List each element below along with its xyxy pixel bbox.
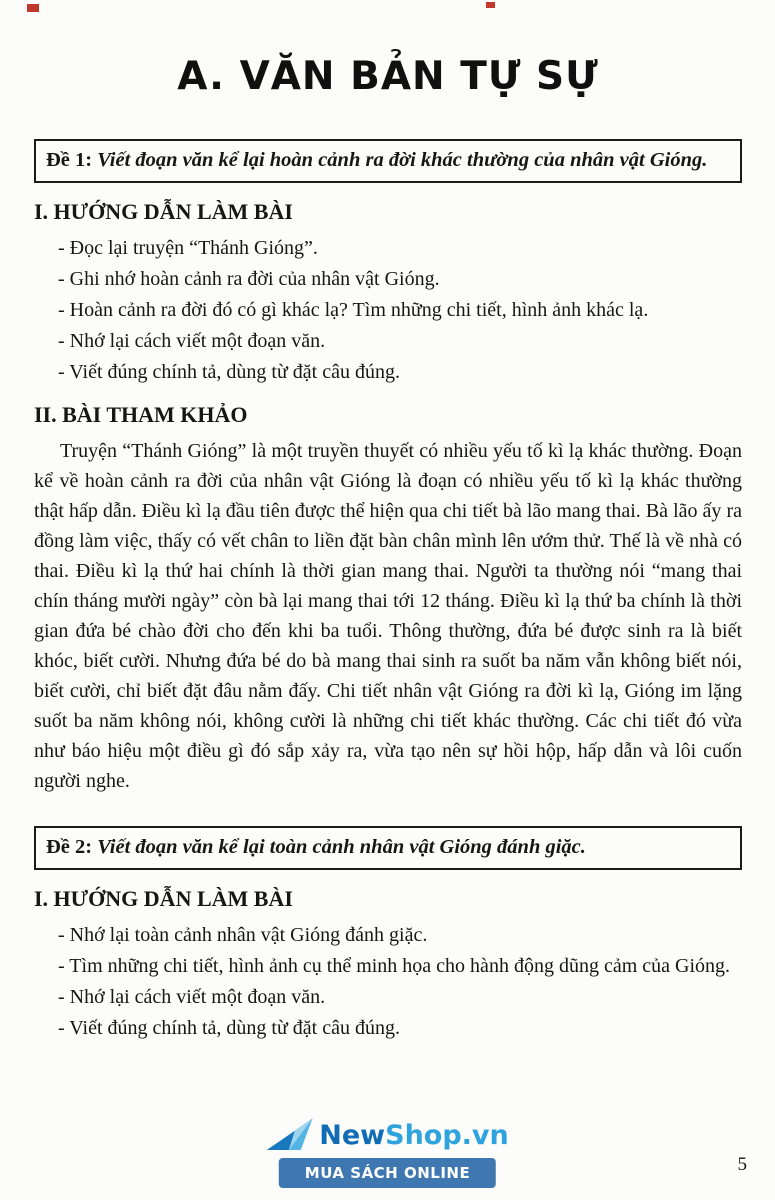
de1-prompt-text: [46, 146, 730, 174]
de1-prompt-box: [34, 139, 742, 183]
de1-label: Đề 1:: [46, 149, 93, 171]
list-item: - Nhớ lại toàn cảnh nhân vật Gióng đánh giặc.: [58, 924, 428, 946]
mua-sach-online-banner: MUA SÁCH ONLINE: [279, 1158, 496, 1188]
de1-reference-heading: II. BÀI THAM KHẢO: [34, 402, 248, 427]
newshop-logo-text: [319, 1120, 508, 1151]
de1-guide-heading: I. HƯỚNG DẪN LÀM BÀI: [34, 199, 293, 224]
list-item: - Tìm những chi tiết, hình ảnh cụ thể minh họa cho hành động dũng cảm của Gióng.: [58, 955, 731, 977]
list-item: - Viết đúng chính tả, dùng từ đặt câu đúng.: [58, 361, 400, 383]
list-item: - Ghi nhớ hoàn cảnh ra đời của nhân vật Gióng.: [58, 268, 440, 290]
page-number: 5: [737, 1154, 747, 1175]
de2-guide-list: [34, 920, 742, 1044]
logo-text-new: New: [319, 1119, 386, 1151]
de1-guide-list: [34, 233, 742, 388]
de1-prompt: Viết đoạn văn kể lại hoàn cảnh ra đời khác thường của nhân vật Gióng.: [97, 149, 708, 171]
logo-text-shop: Shop.vn: [385, 1119, 509, 1151]
newshop-logo-icon: [266, 1118, 314, 1152]
de2-label: Đề 2:: [46, 836, 93, 858]
newshop-logo: [266, 1118, 508, 1152]
scan-artifact: [486, 2, 495, 8]
de2-prompt: Viết đoạn văn kể lại toàn cảnh nhân vật Gióng đánh giặc.: [97, 836, 586, 858]
scan-artifact: [27, 4, 39, 12]
de2-prompt-text: [46, 833, 730, 861]
de2-guide-heading: I. HƯỚNG DẪN LÀM BÀI: [34, 886, 293, 911]
newshop-watermark: [266, 1118, 508, 1188]
de1-reference-paragraph: Truyện “Thánh Gióng” là một truyền thuyết có nhiều yếu tố kì lạ khác thường. Đoạn kể về hoàn cảnh ra đời của nhân vật Gióng là đoạn có nhiều yếu tố kì lạ khác thường thật hấp dẫn. Điều kì lạ đầu tiên được thể hiện qua chi tiết bà lão mang thai. Bà lão ấy ra đồng làm việc, thấy có vết chân to liền đặt bàn chân mình lên ướm thử. Thế là về nhà có thai. Điều kì lạ thứ hai chính là thời gian mang thai. Người ta thường nói “mang thai chín tháng mười ngày” còn bà lại mang thai tới 12 tháng. Điều kì lạ thứ ba chính là thời gian đứa bé chào đời cho đến khi ba tuổi. Thông thường, đứa bé được sinh ra là biết khóc, biết cười. Nhưng đứa bé do bà mang thai sinh ra suốt ba năm vẫn không biết nói, biết cười, chỉ biết đặt đâu nằm đấy. Chi tiết nhân vật Gióng ra đời kì lạ, Gióng im lặng suốt ba năm không nói, không cười là những chi tiết khác thường. Các chi tiết đó vừa như báo hiệu một điều gì đó sắp xảy ra, vừa tạo nên sự hồi hộp, hấp dẫn và lôi cuốn người nghe.: [34, 440, 742, 792]
list-item: - Hoàn cảnh ra đời đó có gì khác lạ? Tìm những chi tiết, hình ảnh khác lạ.: [58, 299, 649, 321]
page-title: A. VĂN BẢN TỰ SỰ: [177, 54, 599, 99]
list-item: - Đọc lại truyện “Thánh Gióng”.: [58, 237, 318, 259]
list-item: - Nhớ lại cách viết một đoạn văn.: [58, 986, 326, 1008]
list-item: - Nhớ lại cách viết một đoạn văn.: [58, 330, 326, 352]
de2-prompt-box: [34, 826, 742, 870]
list-item: - Viết đúng chính tả, dùng từ đặt câu đúng.: [58, 1017, 400, 1039]
